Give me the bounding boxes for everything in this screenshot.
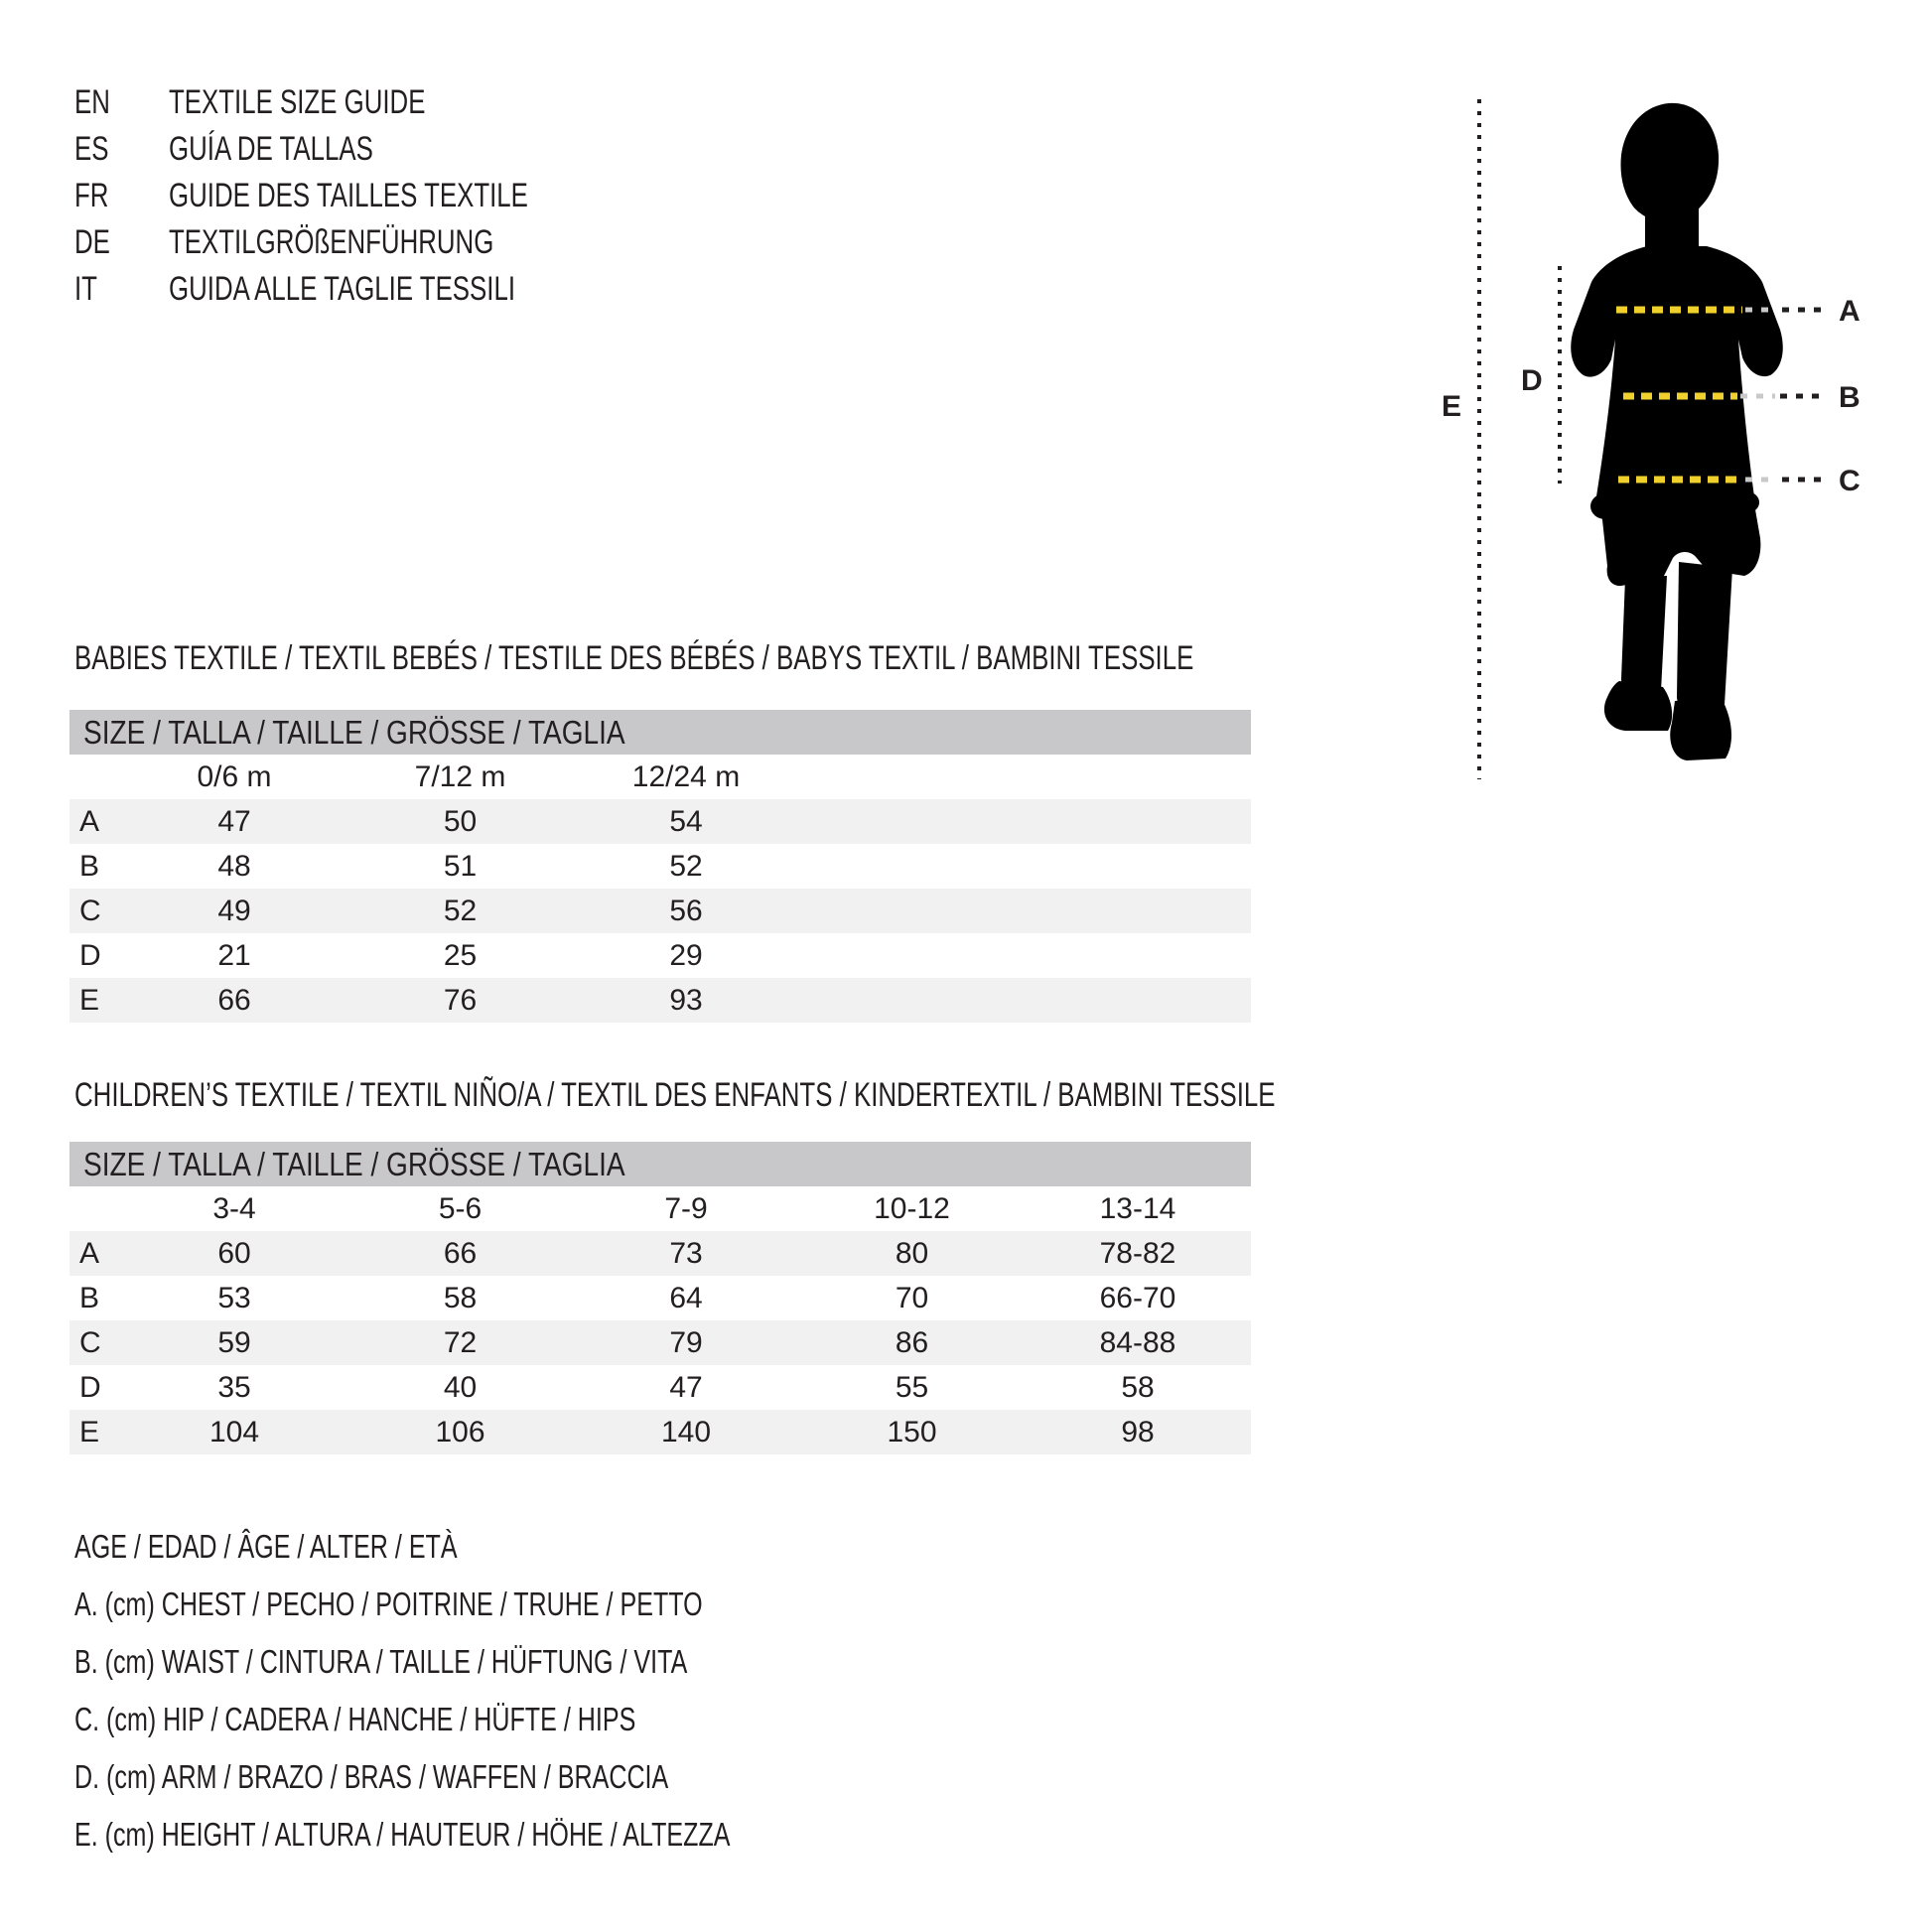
cell: 56	[669, 894, 703, 927]
language-title: GUÍA DE TALLAS	[169, 130, 373, 168]
legend-line-height	[74, 1806, 937, 1863]
measurement-figure	[1430, 79, 1932, 794]
legend-text: B. (cm) WAIST / CINTURA / TAILLE / HÜFTUNG / VITA	[74, 1643, 688, 1680]
children-table-header-bar	[69, 1142, 1251, 1186]
child-silhouette-diagram	[1430, 79, 1932, 794]
row-label: E	[79, 983, 100, 1017]
measure-label-e: E	[1442, 390, 1462, 423]
table-row-a	[69, 799, 1251, 844]
column-header: 3-4	[212, 1191, 256, 1225]
cell: 64	[669, 1281, 703, 1314]
cell: 51	[443, 849, 478, 883]
babies-column-header-row	[69, 755, 1251, 799]
column-header: 7-9	[664, 1191, 708, 1225]
cell: 52	[669, 849, 703, 883]
cell: 52	[443, 894, 478, 927]
cell: 93	[669, 983, 703, 1017]
cell: 58	[443, 1281, 478, 1314]
measurement-legend	[74, 1518, 937, 1863]
silhouette-right-leg	[1677, 562, 1732, 710]
language-code: DE	[74, 223, 110, 261]
cell: 55	[895, 1370, 929, 1404]
legend-line-arm	[74, 1748, 937, 1806]
language-code: IT	[74, 270, 97, 308]
legend-text: AGE / EDAD / ÂGE / ALTER / ETÀ	[74, 1528, 458, 1565]
row-label: B	[79, 849, 100, 883]
row-label: D	[79, 938, 101, 972]
cell: 29	[669, 938, 703, 972]
language-title: TEXTILE SIZE GUIDE	[169, 83, 426, 121]
column-header: 10-12	[874, 1191, 950, 1225]
cell: 50	[443, 804, 478, 838]
cell: 106	[435, 1415, 485, 1449]
silhouette-head	[1621, 103, 1720, 223]
babies-size-table	[69, 710, 1251, 1023]
language-row-de	[74, 219, 968, 266]
cell: 40	[443, 1370, 478, 1404]
row-label: D	[79, 1370, 101, 1404]
cell: 84-88	[1099, 1325, 1176, 1359]
cell: 66	[217, 983, 251, 1017]
cell: 86	[895, 1325, 929, 1359]
cell: 98	[1121, 1415, 1155, 1449]
silhouette-shirt	[1571, 246, 1783, 506]
row-label: E	[79, 1415, 100, 1449]
babies-section-heading	[74, 640, 1547, 676]
table-row-d	[69, 933, 1251, 978]
cell: 35	[217, 1370, 251, 1404]
legend-line-age	[74, 1518, 937, 1576]
measure-label-a: A	[1839, 295, 1861, 328]
column-header: 0/6 m	[197, 759, 272, 793]
column-header: 13-14	[1099, 1191, 1176, 1225]
language-row-en	[74, 79, 968, 126]
size-header-label: SIZE / TALLA / TAILLE / GRÖSSE / TAGLIA	[83, 713, 625, 751]
table-row-c	[69, 1320, 1251, 1365]
language-title: GUIDE DES TAILLES TEXTILE	[169, 177, 528, 214]
cell: 150	[887, 1415, 937, 1449]
cell: 58	[1121, 1370, 1155, 1404]
measure-label-c: C	[1839, 465, 1861, 497]
silhouette-left-shoe	[1604, 681, 1672, 731]
cell: 72	[443, 1325, 478, 1359]
table-row-a	[69, 1231, 1251, 1276]
language-header	[74, 79, 968, 313]
cell: 80	[895, 1236, 929, 1270]
table-row-b	[69, 844, 1251, 889]
legend-line-hip	[74, 1691, 937, 1748]
language-row-fr	[74, 173, 968, 219]
cell: 25	[443, 938, 478, 972]
row-label: C	[79, 1325, 101, 1359]
language-title: TEXTILGRÖßENFÜHRUNG	[169, 223, 494, 261]
cell: 76	[443, 983, 478, 1017]
column-header: 12/24 m	[631, 759, 741, 793]
cell: 47	[217, 804, 251, 838]
size-header-label: SIZE / TALLA / TAILLE / GRÖSSE / TAGLIA	[83, 1145, 625, 1182]
language-code: EN	[74, 83, 110, 121]
table-row-e	[69, 978, 1251, 1023]
cell: 54	[669, 804, 703, 838]
children-column-header-row	[69, 1186, 1251, 1231]
legend-text: C. (cm) HIP / CADERA / HANCHE / HÜFTE / HIPS	[74, 1701, 636, 1737]
measure-label-b: B	[1839, 381, 1861, 414]
cell: 140	[660, 1415, 712, 1449]
language-code: FR	[74, 177, 109, 214]
cell: 66-70	[1099, 1281, 1176, 1314]
legend-text: E. (cm) HEIGHT / ALTURA / HAUTEUR / HÖHE / ALTEZZA	[74, 1816, 731, 1853]
language-title: GUIDA ALLE TAGLIE TESSILI	[169, 270, 516, 308]
silhouette-right-shoe	[1670, 697, 1731, 760]
cell: 47	[669, 1370, 703, 1404]
children-section-title: CHILDREN’S TEXTILE / TEXTIL NIÑO/A / TEXTIL DES ENFANTS / KINDERTEXTIL / BAMBINI TESSILE	[74, 1076, 1276, 1114]
silhouette-neck	[1645, 207, 1699, 252]
legend-text: D. (cm) ARM / BRAZO / BRAS / WAFFEN / BRACCIA	[74, 1758, 669, 1795]
cell: 48	[217, 849, 251, 883]
cell: 78-82	[1099, 1236, 1176, 1270]
children-section-heading	[74, 1077, 1655, 1113]
language-row-es	[74, 126, 968, 173]
column-header: 7/12 m	[414, 759, 506, 793]
row-label: C	[79, 894, 101, 927]
child-silhouette	[1571, 103, 1783, 760]
babies-table-header-bar	[69, 710, 1251, 755]
language-row-it	[74, 266, 968, 313]
cell: 49	[217, 894, 251, 927]
cell: 70	[895, 1281, 929, 1314]
legend-text: A. (cm) CHEST / PECHO / POITRINE / TRUHE / PETTO	[74, 1586, 703, 1622]
cell: 59	[217, 1325, 251, 1359]
cell: 21	[217, 938, 251, 972]
cell: 104	[208, 1415, 260, 1449]
cell: 79	[669, 1325, 703, 1359]
row-label: A	[79, 804, 100, 838]
table-row-c	[69, 889, 1251, 933]
column-header: 5-6	[438, 1191, 483, 1225]
table-row-e	[69, 1410, 1251, 1454]
cell: 73	[669, 1236, 703, 1270]
measure-label-d: D	[1521, 364, 1543, 397]
cell: 60	[217, 1236, 251, 1270]
legend-line-chest	[74, 1576, 937, 1633]
silhouette-left-leg	[1621, 576, 1667, 693]
table-row-b	[69, 1276, 1251, 1320]
cell: 66	[443, 1236, 478, 1270]
cell: 53	[217, 1281, 251, 1314]
language-code: ES	[74, 130, 109, 168]
legend-line-waist	[74, 1633, 937, 1691]
children-size-table	[69, 1142, 1251, 1454]
table-row-d	[69, 1365, 1251, 1410]
row-label: A	[79, 1236, 100, 1270]
row-label: B	[79, 1281, 100, 1314]
babies-section-title: BABIES TEXTILE / TEXTIL BEBÉS / TESTILE DES BÉBÉS / BABYS TEXTIL / BAMBINI TESSILE	[74, 639, 1194, 677]
